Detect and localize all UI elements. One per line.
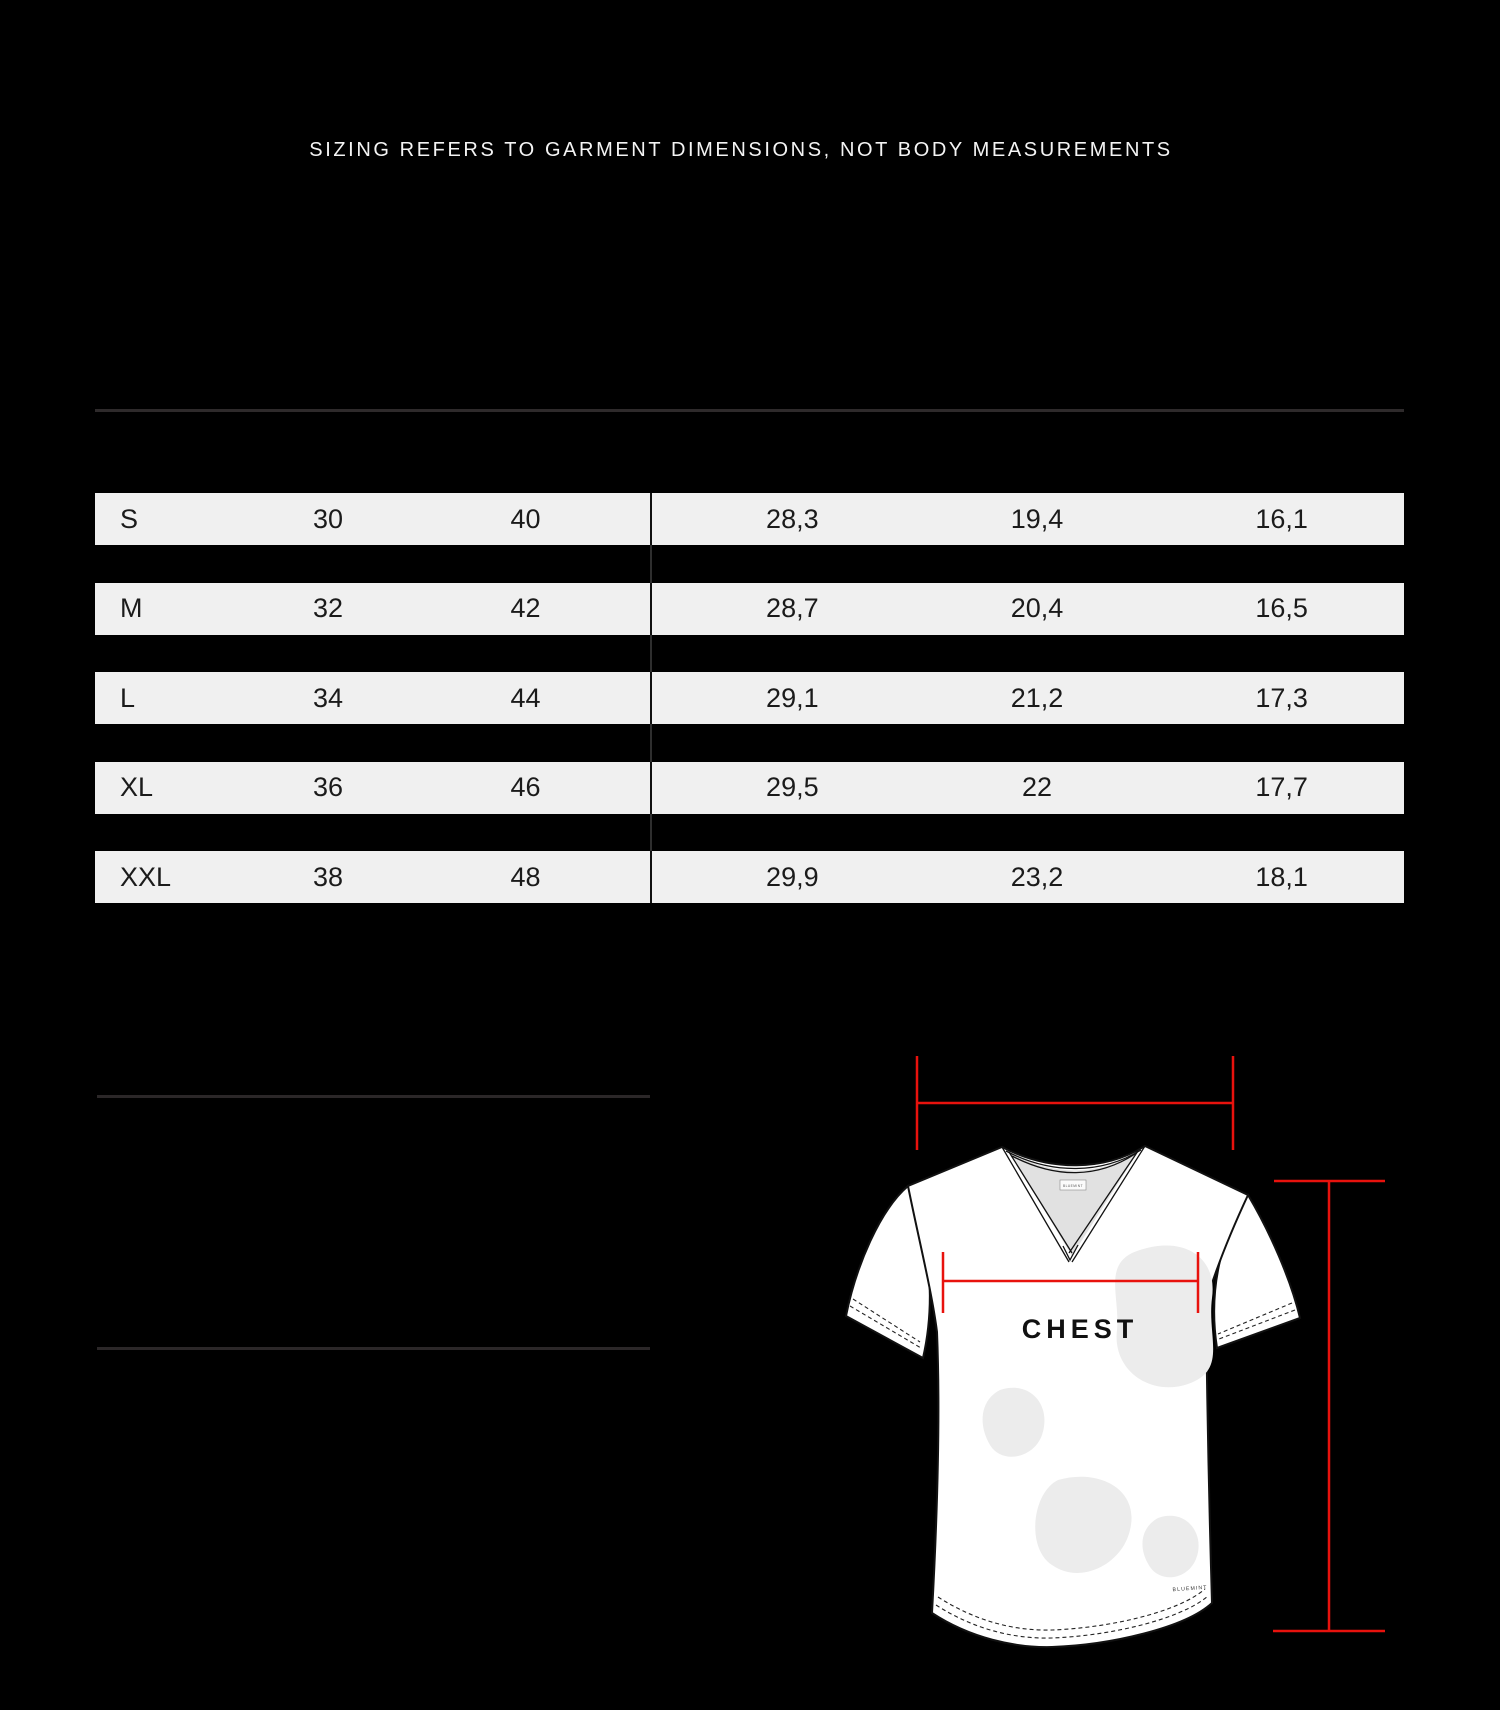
- row-right-group: [652, 772, 1404, 803]
- size-label: L: [120, 682, 136, 713]
- table-row: [95, 851, 1404, 903]
- size-label: XL: [120, 772, 154, 802]
- table-cell: 23,2: [1010, 861, 1064, 892]
- table-cell: 17,3: [1255, 682, 1308, 713]
- table-cell: 40: [510, 503, 541, 534]
- table-cell: 16,5: [1255, 593, 1308, 623]
- table-cell: 29,9: [766, 861, 819, 892]
- table-cell: 34: [312, 682, 344, 713]
- table-cell: 28,7: [766, 593, 819, 623]
- table-cell: 29,5: [766, 772, 819, 802]
- table-cell: 29,1: [766, 682, 819, 713]
- table-cell: 20,4: [1010, 593, 1064, 623]
- left-divider-line-1: [97, 1095, 650, 1098]
- table-cell: 32: [312, 593, 344, 623]
- table-cell: 28,3: [766, 503, 819, 534]
- row-left-group: [95, 672, 652, 724]
- brand-label: BLUEMINT: [1172, 1584, 1208, 1594]
- tshirt-diagram: [760, 1040, 1420, 1660]
- table-cell: 19,4: [1010, 503, 1064, 534]
- row-left-group: [95, 583, 652, 635]
- left-divider-line-2: [97, 1347, 650, 1350]
- table-top-rule: [95, 409, 1404, 412]
- table-cell: 22: [1021, 772, 1053, 802]
- row-right-group: [652, 862, 1404, 893]
- size-label: XXL: [120, 861, 172, 892]
- page-title: SIZING REFERS TO GARMENT DIMENSIONS, NOT BODY MEASUREMENTS: [309, 139, 1173, 161]
- table-cell: 36: [312, 772, 344, 802]
- table-row: [95, 583, 1404, 635]
- table-cell: 44: [510, 682, 541, 713]
- size-table: [95, 409, 1404, 941]
- table-cell: 48: [510, 861, 541, 892]
- table-cell: 38: [312, 861, 344, 892]
- size-label: S: [120, 503, 139, 534]
- row-right-group: [652, 504, 1404, 535]
- table-row: [95, 493, 1404, 545]
- table-row: [95, 762, 1404, 814]
- table-cell: 17,7: [1255, 772, 1308, 802]
- row-left-group: [95, 493, 652, 545]
- row-right-group: [652, 683, 1404, 714]
- table-cell: 42: [510, 593, 541, 623]
- table-cell: 16,1: [1255, 503, 1308, 534]
- table-cell: 30: [312, 503, 344, 534]
- table-rows: [95, 493, 1404, 903]
- row-right-group: [652, 593, 1404, 624]
- row-left-group: [95, 851, 652, 903]
- row-left-group: [95, 762, 652, 814]
- table-cell: 18,1: [1255, 861, 1308, 892]
- table-cell: 46: [510, 772, 541, 802]
- table-cell: 21,2: [1010, 682, 1064, 713]
- chest-label: CHEST: [1021, 1314, 1139, 1344]
- neck-label-text: BLUEMINT: [1062, 1184, 1084, 1188]
- size-label: M: [120, 593, 143, 623]
- table-row: [95, 672, 1404, 724]
